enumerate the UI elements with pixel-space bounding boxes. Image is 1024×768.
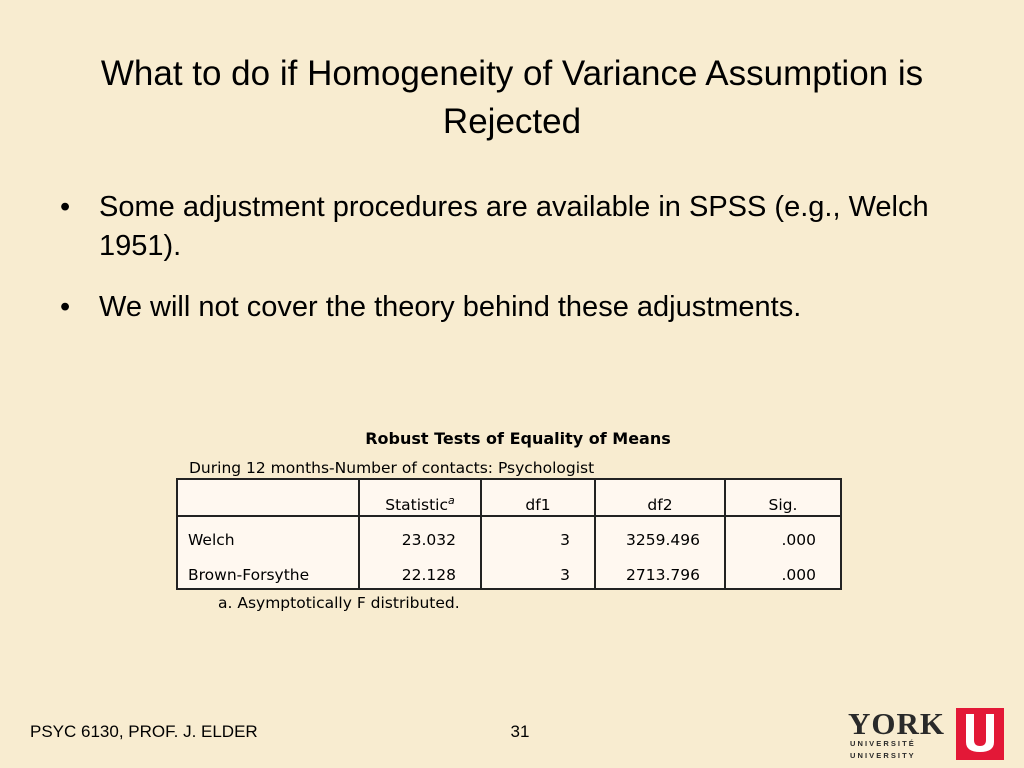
column-header-df1: df1: [481, 479, 595, 516]
column-header-df2: df2: [595, 479, 725, 516]
cell-statistic: 22.128: [359, 550, 481, 589]
row-name: Welch: [177, 516, 359, 550]
bullet-item: [60, 288, 960, 327]
column-header-sig: Sig.: [725, 479, 841, 516]
bullet-list: [60, 188, 960, 349]
column-header: [177, 479, 359, 516]
bullet-dot: •: [60, 291, 71, 323]
bullet-text: Some adjustment procedures are available in SPSS (e.g., Welch 1951).: [99, 191, 929, 262]
cell-sig: .000: [725, 550, 841, 589]
cell-df2: 3259.496: [595, 516, 725, 550]
logo-wordmark: YORK: [848, 706, 945, 741]
footer-course: PSYC 6130, PROF. J. ELDER: [30, 722, 258, 741]
table-footnote: a. Asymptotically F distributed.: [218, 594, 460, 612]
cell-sig: .000: [725, 516, 841, 550]
cell-df2: 2713.796: [595, 550, 725, 589]
cell-df1: 3: [481, 550, 595, 589]
row-name: Brown-Forsythe: [177, 550, 359, 589]
table-row: [177, 550, 841, 589]
robust-tests-table: [176, 478, 842, 590]
york-university-logo: [848, 706, 1008, 762]
table-title: Robust Tests of Equality of Means: [365, 429, 671, 448]
table-row: [177, 516, 841, 550]
cell-df1: 3: [481, 516, 595, 550]
slide-title: What to do if Homogeneity of Variance Assumption is Rejected: [100, 54, 924, 141]
logo-line-fr: U N I V E R S I T É: [850, 739, 914, 748]
table-header-row: [177, 479, 841, 516]
table-subtitle: During 12 months-Number of contacts: Psychologist: [189, 459, 595, 477]
bullet-dot: •: [60, 191, 71, 223]
logo-line-en: U N I V E R S I T Y: [850, 751, 914, 760]
spss-output: [176, 420, 840, 612]
york-u-mark: [956, 708, 1004, 760]
bullet-item: [60, 188, 960, 266]
column-header-statistic: Statistic$^a$: [359, 479, 481, 516]
page-number: 31: [510, 722, 530, 741]
footnote-marker: a: [448, 493, 455, 507]
bullet-text: We will not cover the theory behind these adjustments.: [99, 291, 802, 323]
cell-statistic: 23.032: [359, 516, 481, 550]
